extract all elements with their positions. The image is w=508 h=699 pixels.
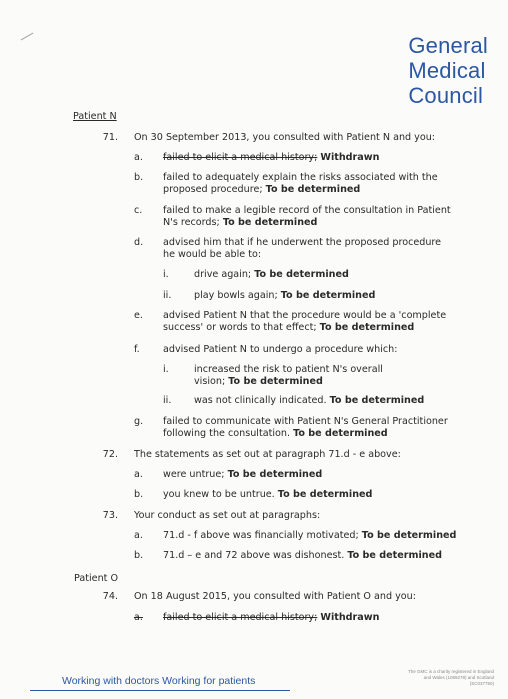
logo-line-2: Medical — [408, 58, 486, 83]
status-withdrawn: Withdrawn — [320, 152, 380, 163]
allegation-71g — [163, 416, 453, 440]
allegation-text: failed to make a legible record of the consultation in Patient N's records; — [163, 205, 451, 228]
status: To be determined — [361, 530, 457, 541]
item-label — [134, 612, 143, 624]
status-withdrawn: Withdrawn — [320, 612, 380, 623]
subitem-label: ii. — [163, 290, 172, 301]
item-label: f. — [134, 344, 140, 355]
status: To be determined — [222, 217, 318, 228]
allegation-71f: advised Patient N to undergo a procedure which: — [163, 344, 398, 355]
allegation-text: play bowls again; — [194, 290, 278, 301]
allegation-72b — [163, 489, 372, 501]
para-72-intro: The statements as set out at paragraph 71.d - e above: — [134, 449, 401, 460]
para-number-74: 74. — [102, 591, 118, 602]
subitem-label: i. — [163, 364, 169, 375]
status: To be determined — [280, 290, 376, 301]
para-number-73: 73. — [102, 510, 118, 521]
allegation-72a — [163, 469, 322, 481]
allegation-71d-ii — [194, 290, 375, 302]
item-label: d. — [134, 237, 144, 248]
struck-text: failed to elicit a medical history; — [163, 612, 318, 623]
para-number-72: 72. — [102, 449, 118, 460]
status: To be determined — [265, 184, 361, 195]
allegation-74a — [163, 612, 379, 624]
logo-line-3: Council — [408, 83, 484, 108]
item-label: b. — [134, 172, 144, 183]
item-label: a. — [134, 469, 143, 480]
para-number-71: 71. — [102, 132, 118, 143]
scan-mark — [21, 33, 34, 41]
allegation-text: drive again; — [194, 269, 252, 280]
allegation-73b — [163, 550, 442, 562]
item-label: b. — [134, 550, 144, 561]
allegation-text: 71.d - f above was financially motivated; — [163, 530, 359, 541]
subitem-label: ii. — [163, 395, 172, 406]
logo-line-1: General — [408, 33, 488, 58]
para-71-intro: On 30 September 2013, you consulted with Patient N and you: — [134, 132, 436, 143]
status: To be determined — [347, 550, 442, 561]
gmc-logo — [408, 33, 488, 108]
item-label: a. — [134, 152, 143, 163]
allegation-text: advised Patient N that the procedure would be a 'complete success' or words to that effect; — [163, 310, 447, 333]
section-heading-patient-o: Patient O — [74, 573, 119, 584]
footer-rule — [30, 690, 290, 691]
allegation-71b — [163, 172, 453, 196]
allegation-text: was not clinically indicated. — [194, 395, 327, 406]
status: To be determined — [277, 489, 373, 500]
allegation-71d-i — [194, 269, 349, 281]
item-label: e. — [134, 310, 143, 321]
subitem-label: i. — [163, 269, 169, 280]
para-73-intro: Your conduct as set out at paragraphs: — [134, 510, 321, 521]
status: To be determined — [228, 376, 323, 387]
status: To be determined — [329, 395, 425, 406]
allegation-71e — [163, 310, 453, 334]
status: To be determined — [293, 428, 388, 439]
allegation-71a — [163, 152, 379, 164]
item-label: a. — [134, 530, 143, 541]
para-74-intro: On 18 August 2015, you consulted with Patient O and you: — [134, 591, 416, 602]
allegation-71f-ii — [194, 395, 424, 407]
allegation-71c — [163, 205, 453, 229]
allegation-73a — [163, 530, 456, 542]
allegation-71d: advised him that if he underwent the proposed procedure he would be able to: — [163, 237, 442, 260]
section-heading-patient-n: Patient N — [73, 111, 117, 122]
item-label: g. — [134, 416, 144, 427]
status: To be determined — [319, 322, 415, 333]
allegation-text: increased the risk to patient N's overall vision; — [194, 364, 383, 387]
item-label: b. — [134, 489, 144, 500]
item-label: c. — [134, 205, 143, 216]
allegation-text: you knew to be untrue. — [163, 489, 275, 500]
struck-label: a. — [134, 612, 143, 623]
status: To be determined — [227, 469, 323, 480]
allegation-text: failed to adequately explain the risks associated with the proposed procedure; — [163, 172, 438, 195]
footer-legal: The GMC is a charity registered in England and Wales (1089278) and Scotland (SC037750) — [407, 669, 494, 686]
status: To be determined — [254, 269, 349, 280]
allegation-text: 71.d – e and 72 above was dishonest. — [163, 550, 345, 561]
allegation-text: were untrue; — [163, 469, 225, 480]
footer-tagline: Working with doctors Working for patients — [62, 675, 256, 687]
allegation-71f-i — [194, 364, 414, 388]
struck-text: failed to elicit a medical history; — [163, 152, 318, 163]
allegation-text: failed to communicate with Patient N's General Practitioner following the consultation. — [163, 416, 448, 439]
